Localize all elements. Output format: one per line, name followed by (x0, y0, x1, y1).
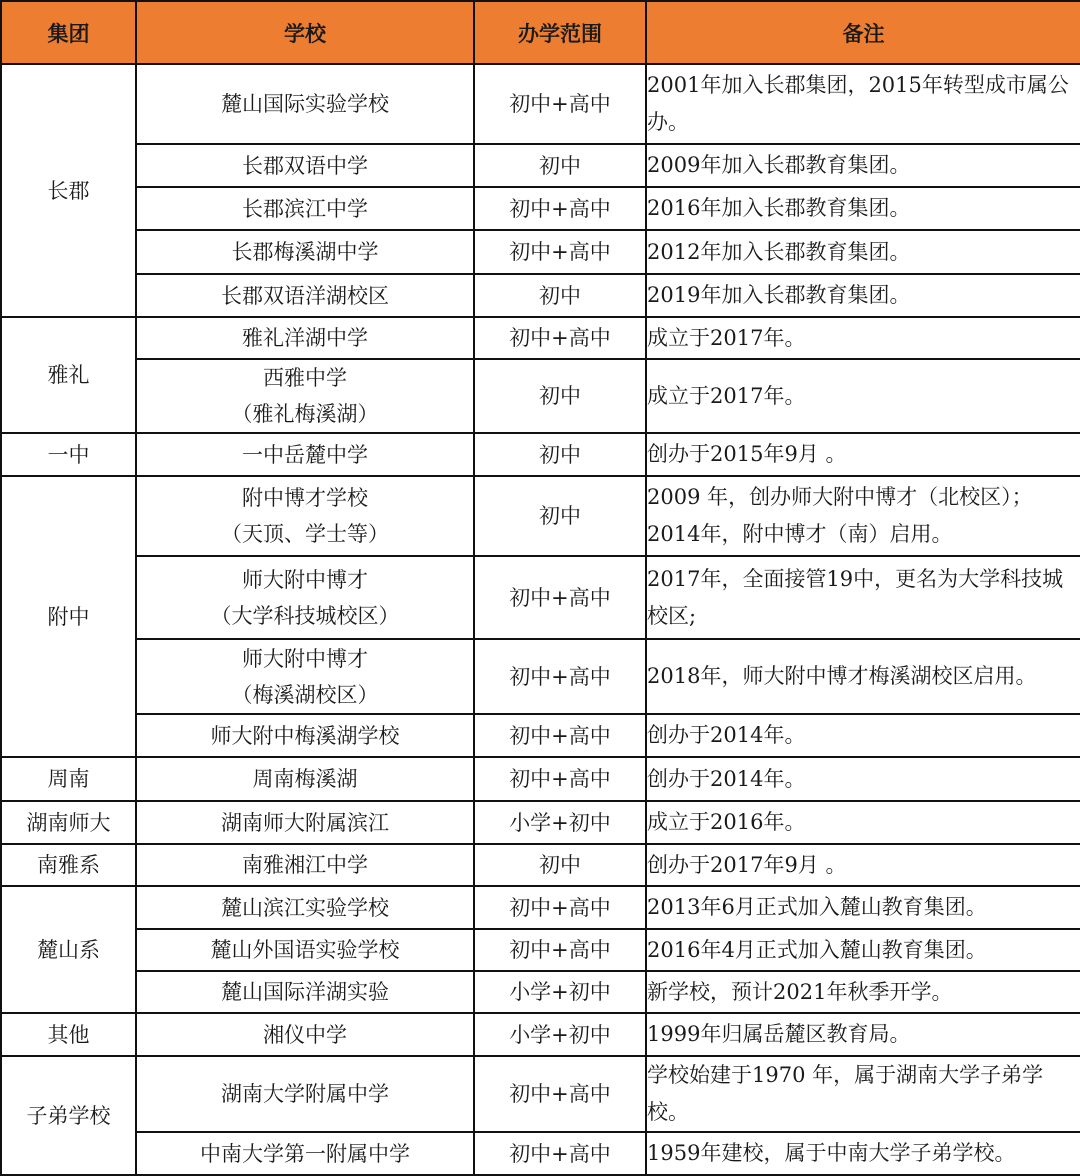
note-cell: 成立于2017年。 (646, 317, 1080, 359)
school-name-line: 长郡双语中学 (242, 153, 368, 178)
school-cell (136, 1132, 474, 1175)
school-cell (136, 274, 474, 317)
group-cell: 湖南师大 (1, 801, 136, 844)
school-cell (136, 359, 474, 433)
school-name-line: （雅礼梅溪湖） (231, 402, 379, 426)
header-scope: 办学范围 (474, 1, 646, 64)
table-row (1, 1056, 1080, 1132)
school-name-line: 长郡梅溪湖中学 (231, 240, 379, 264)
school-name-line: 湘仪中学 (263, 1022, 347, 1047)
school-name-line: 师大附中博才 (242, 567, 368, 592)
school-cell (136, 971, 474, 1013)
scope-cell: 小学+初中 (474, 1013, 646, 1056)
table-row (1, 1013, 1080, 1056)
group-cell: 其他 (1, 1013, 136, 1056)
note-cell: 新学校，预计2021年秋季开学。 (646, 971, 1080, 1013)
table-row (1, 714, 1080, 757)
group-cell: 长郡 (1, 64, 136, 317)
table-row (1, 929, 1080, 971)
table-row (1, 64, 1080, 144)
note-cell: 2012年加入长郡教育集团。 (646, 230, 1080, 274)
scope-cell: 初中+高中 (474, 929, 646, 971)
scope-cell: 初中+高中 (474, 1132, 646, 1175)
school-cell (136, 639, 474, 714)
scope-cell: 小学+初中 (474, 971, 646, 1013)
note-cell: 创办于2014年。 (646, 714, 1080, 757)
school-cell (136, 144, 474, 187)
school-name-line: （梅溪湖校区） (231, 682, 379, 707)
table-row (1, 886, 1080, 929)
note-cell: 1999年归属岳麓区教育局。 (646, 1013, 1080, 1056)
note-cell: 创办于2014年。 (646, 757, 1080, 801)
school-cell (136, 714, 474, 757)
school-cell (136, 433, 474, 476)
school-name-line: 中南大学第一附属中学 (200, 1141, 410, 1166)
note-cell: 创办于2015年9月 。 (646, 433, 1080, 476)
table-row (1, 1132, 1080, 1175)
school-cell (136, 1056, 474, 1132)
group-cell: 雅礼 (1, 317, 136, 433)
note-cell: 2018年，师大附中博才梅溪湖校区启用。 (646, 639, 1080, 714)
school-name-line: 周南梅溪湖 (252, 767, 358, 791)
school-name-line: 长郡滨江中学 (242, 196, 368, 221)
group-cell: 麓山系 (1, 886, 136, 1013)
school-cell (136, 844, 474, 886)
table-header (1, 1, 1080, 64)
school-name-line: 长郡双语洋湖校区 (221, 283, 389, 308)
school-name-line: 麓山国际洋湖实验 (221, 980, 389, 1004)
scope-cell: 初中 (474, 476, 646, 556)
scope-cell: 小学+初中 (474, 801, 646, 844)
note-cell: 2009 年，创办师大附中博才（北校区）； 2014年，附中博才（南）启用。 (646, 476, 1080, 556)
scope-cell: 初中+高中 (474, 757, 646, 801)
header-school: 学校 (136, 1, 474, 64)
table-row (1, 757, 1080, 801)
school-cell (136, 757, 474, 801)
scope-cell: 初中+高中 (474, 317, 646, 359)
note-cell: 2019年加入长郡教育集团。 (646, 274, 1080, 317)
scope-cell: 初中+高中 (474, 1056, 646, 1132)
school-cell (136, 64, 474, 144)
school-name-line: 师大附中梅溪湖学校 (210, 723, 400, 748)
school-cell (136, 317, 474, 359)
school-cell (136, 801, 474, 844)
note-cell: 2016年加入长郡教育集团。 (646, 187, 1080, 230)
school-cell (136, 556, 474, 639)
table-row (1, 844, 1080, 886)
school-name-line: 附中博才学校 (242, 486, 368, 510)
table-row (1, 433, 1080, 476)
note-cell: 2016年4月正式加入麓山教育集团。 (646, 929, 1080, 971)
school-name-line: （天顶、学士等） (221, 522, 389, 546)
table-row (1, 187, 1080, 230)
school-name-line: 麓山外国语实验学校 (210, 938, 400, 962)
group-cell: 一中 (1, 433, 136, 476)
table-row (1, 317, 1080, 359)
school-name-line: 麓山国际实验学校 (221, 92, 389, 116)
table-row (1, 971, 1080, 1013)
group-cell: 子弟学校 (1, 1056, 136, 1175)
header-group: 集团 (1, 1, 136, 64)
school-name-line: 西雅中学 (263, 366, 347, 390)
school-name-line: 湖南师大附属滨江 (221, 810, 389, 835)
note-cell: 创办于2017年9月 。 (646, 844, 1080, 886)
school-cell (136, 1013, 474, 1056)
scope-cell: 初中 (474, 274, 646, 317)
scope-cell: 初中+高中 (474, 187, 646, 230)
scope-cell: 初中+高中 (474, 556, 646, 639)
group-cell: 南雅系 (1, 844, 136, 886)
note-cell: 2001年加入长郡集团，2015年转型成市属公办。 (646, 64, 1080, 144)
school-name-line: 师大附中博才 (242, 646, 368, 671)
note-cell: 成立于2017年。 (646, 359, 1080, 433)
school-name-line: 雅礼洋湖中学 (242, 326, 368, 350)
school-cell (136, 929, 474, 971)
note-cell: 2013年6月正式加入麓山教育集团。 (646, 886, 1080, 929)
school-name-line: （大学科技城校区） (210, 603, 400, 628)
note-cell: 2017年，全面接管19中，更名为大学科技城校区; (646, 556, 1080, 639)
table-row (1, 144, 1080, 187)
scope-cell: 初中+高中 (474, 639, 646, 714)
school-name-line: 一中岳麓中学 (242, 442, 368, 467)
school-cell (136, 886, 474, 929)
scope-cell: 初中 (474, 144, 646, 187)
note-cell: 学校始建于1970 年，属于湖南大学子弟学校。 (646, 1056, 1080, 1132)
scope-cell: 初中+高中 (474, 64, 646, 144)
school-name-line: 麓山滨江实验学校 (221, 895, 389, 920)
table-row (1, 639, 1080, 714)
scope-cell: 初中+高中 (474, 230, 646, 274)
school-name-line: 湖南大学附属中学 (221, 1082, 389, 1106)
note-cell: 2009年加入长郡教育集团。 (646, 144, 1080, 187)
school-name-line: 南雅湘江中学 (242, 853, 368, 877)
header-note: 备注 (646, 1, 1080, 64)
group-cell: 附中 (1, 476, 136, 757)
table-body (1, 64, 1080, 1175)
table-row (1, 556, 1080, 639)
school-cell (136, 476, 474, 556)
scope-cell: 初中 (474, 844, 646, 886)
scope-cell: 初中 (474, 433, 646, 476)
table-row (1, 274, 1080, 317)
header-row (1, 1, 1080, 64)
scope-cell: 初中+高中 (474, 714, 646, 757)
table-row (1, 359, 1080, 433)
scope-cell: 初中+高中 (474, 886, 646, 929)
scope-cell: 初中 (474, 359, 646, 433)
school-cell (136, 230, 474, 274)
school-cell (136, 187, 474, 230)
table-row (1, 230, 1080, 274)
note-cell: 成立于2016年。 (646, 801, 1080, 844)
table-row (1, 476, 1080, 556)
note-cell: 1959年建校，属于中南大学子弟学校。 (646, 1132, 1080, 1175)
table-row (1, 801, 1080, 844)
group-cell: 周南 (1, 757, 136, 801)
